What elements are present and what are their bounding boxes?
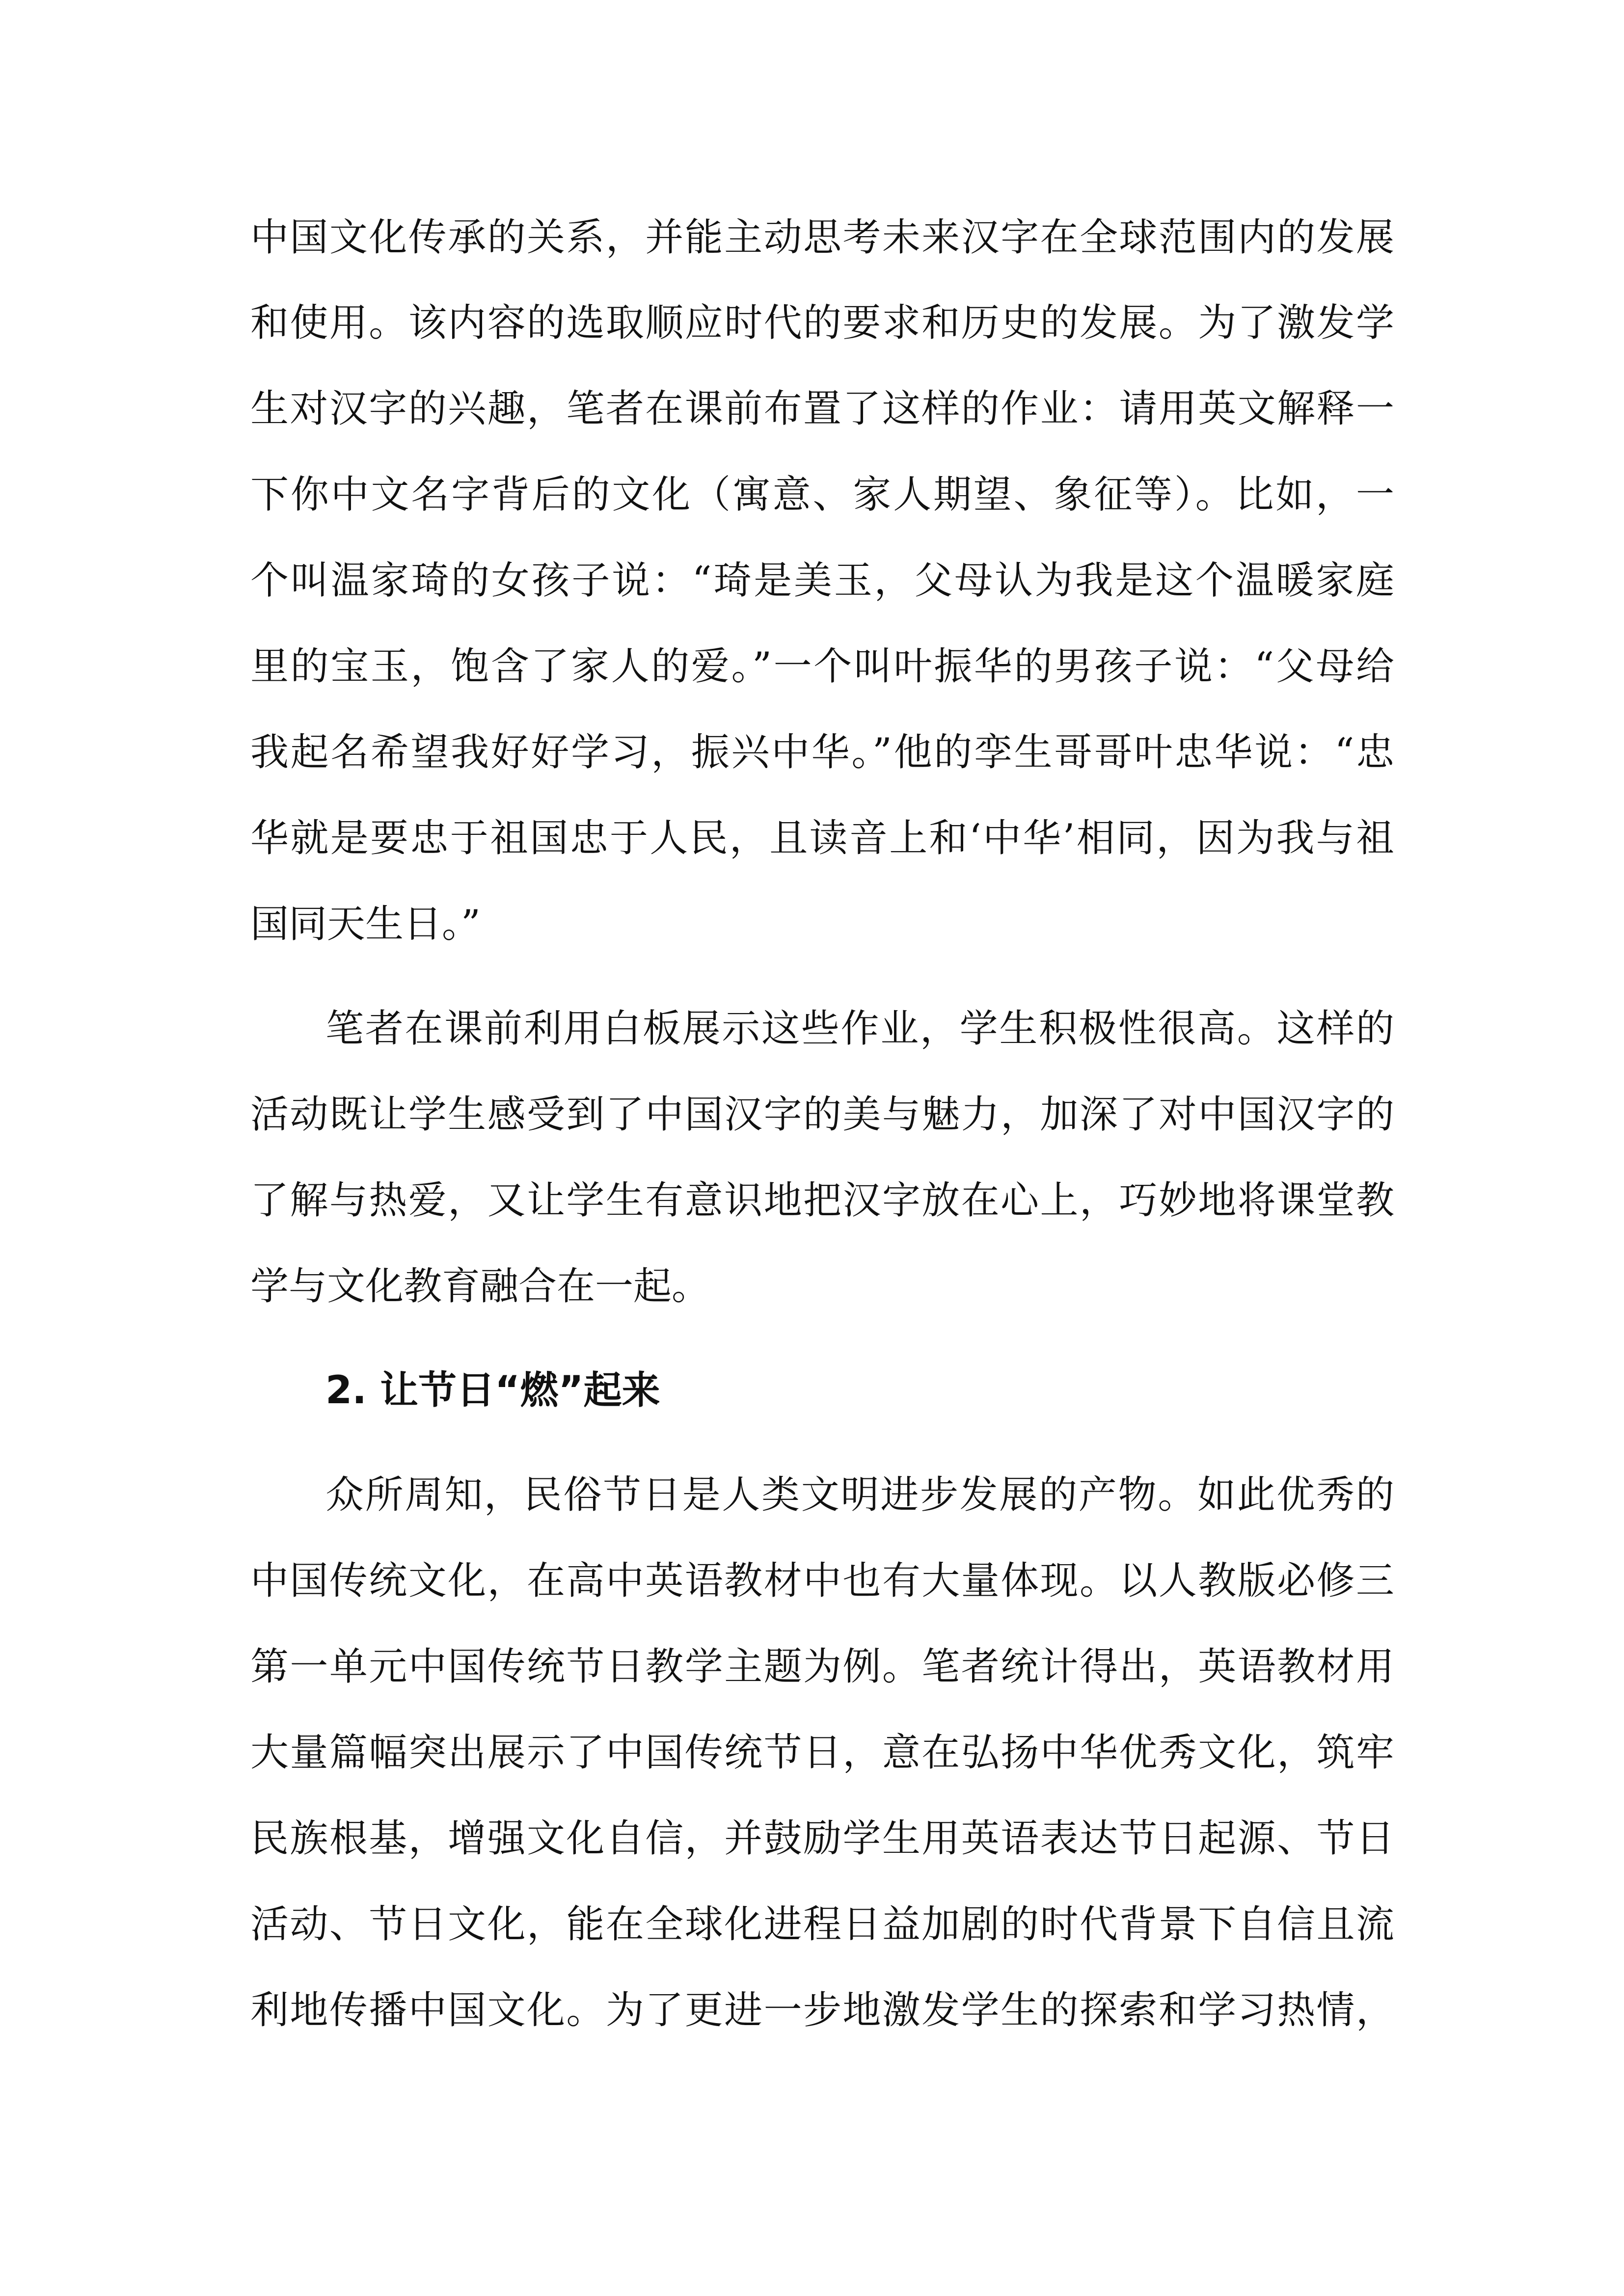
paragraph-1-line-8: 华就是要忠于祖国忠于人民，且读音上和‘中华’相同，因为我与祖 — [250, 816, 1394, 860]
paragraph-3-line-2: 中国传统文化，在高中英语教材中也有大量体现。以人教版必修三 — [250, 1559, 1394, 1603]
paragraph-1-line-9: 国同天生日。” — [250, 902, 481, 946]
paragraph-2-line-4: 学与文化教育融合在一起。 — [250, 1264, 710, 1308]
paragraph-1-line-1: 中国文化传承的关系，并能主动思考未来汉字在全球范围内的发展 — [250, 215, 1394, 260]
paragraph-3-line-1: 众所周知，民俗节日是人类文明进步发展的产物。如此优秀的 — [325, 1473, 1394, 1517]
paragraph-3-line-5: 民族根基，增强文化自信，并鼓励学生用英语表达节日起源、节日 — [250, 1816, 1394, 1861]
paragraph-1-line-5: 个叫温家琦的女孩子说：“琦是美玉，父母认为我是这个温暖家庭 — [250, 559, 1394, 603]
paragraph-1-line-6: 里的宝玉，饱含了家人的爱。”一个叫叶振华的男孩子说：“父母给 — [250, 644, 1394, 689]
section-heading: 2. 让节日“燃”起来 — [325, 1368, 660, 1413]
paragraph-2-line-2: 活动既让学生感受到了中国汉字的美与魅力，加深了对中国汉字的 — [250, 1093, 1394, 1137]
paragraph-3-line-6: 活动、节日文化，能在全球化进程日益加剧的时代背景下自信且流 — [250, 1902, 1394, 1947]
paragraph-3-line-3: 第一单元中国传统节日教学主题为例。笔者统计得出，英语教材用 — [250, 1645, 1394, 1689]
paragraph-3-line-7: 利地传播中国文化。为了更进一步地激发学生的探索和学习热情， — [250, 1988, 1394, 2032]
paragraph-3-line-4: 大量篇幅突出展示了中国传统节日，意在弘扬中华优秀文化，筑牢 — [250, 1731, 1394, 1775]
paragraph-1-line-4: 下你中文名字背后的文化（寓意、家人期望、象征等）。比如，一 — [250, 473, 1394, 517]
paragraph-2-line-1: 笔者在课前利用白板展示这些作业，学生积极性很高。这样的 — [325, 1007, 1394, 1051]
paragraph-1-line-2: 和使用。该内容的选取顺应时代的要求和历史的发展。为了激发学 — [250, 301, 1394, 345]
paragraph-2-line-3: 了解与热爱，又让学生有意识地把汉字放在心上，巧妙地将课堂教 — [250, 1178, 1394, 1223]
paragraph-1-line-3: 生对汉字的兴趣，笔者在课前布置了这样的作业：请用英文解释一 — [250, 387, 1394, 431]
paragraph-1-line-7: 我起名希望我好好学习，振兴中华。”他的孪生哥哥叶忠华说：“忠 — [250, 730, 1394, 774]
